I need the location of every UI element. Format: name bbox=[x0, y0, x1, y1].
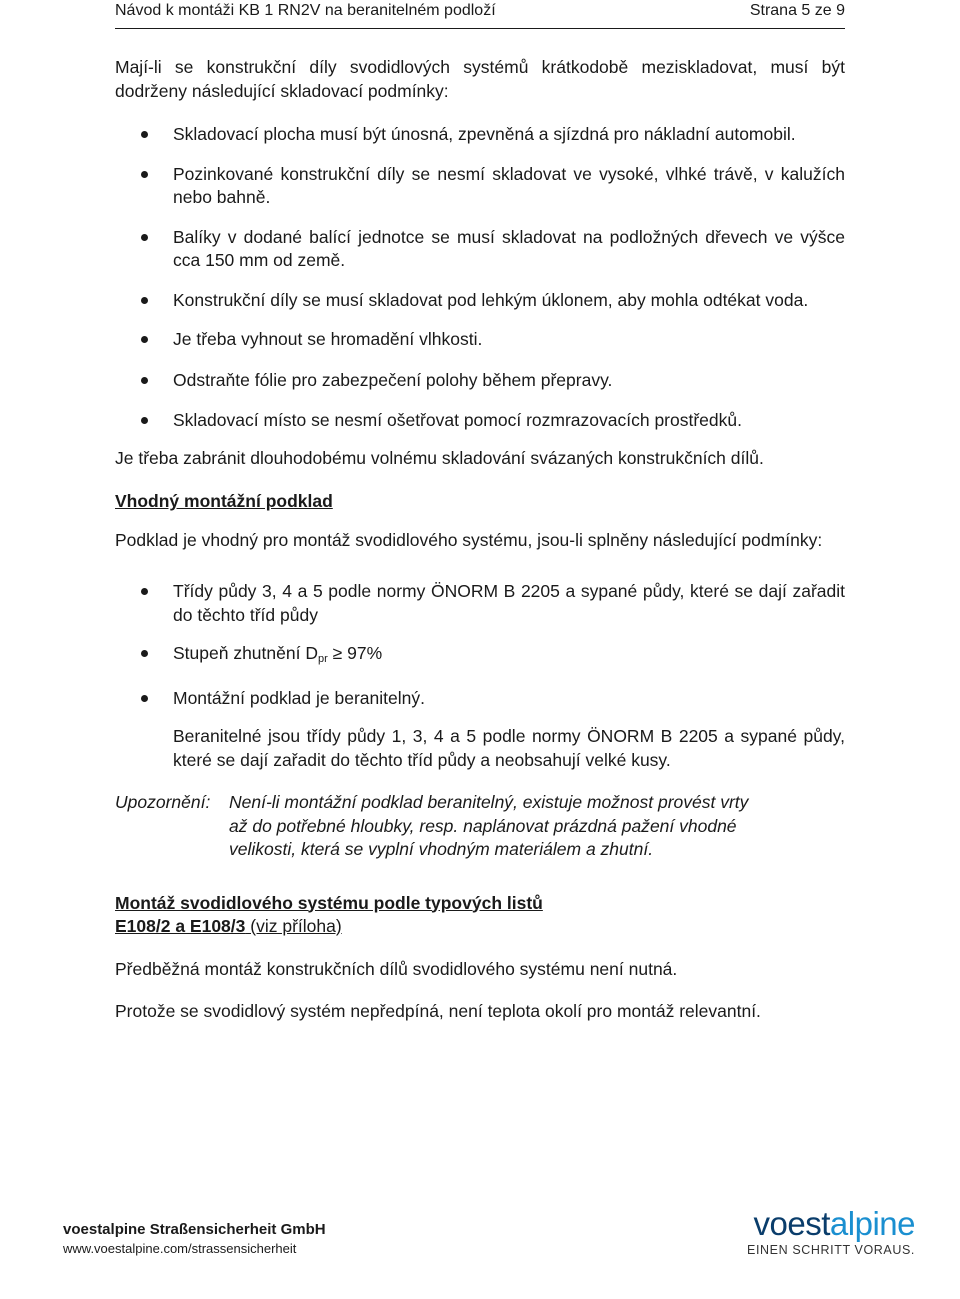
podklad-note: Beranitelné jsou třídy půdy 1, 3, 4 a 5 podle normy ÖNORM B 2205 a sypané půdy, které se dají zařadit do těchto tříd půdy a neobsahují velké kusy. bbox=[173, 726, 845, 770]
storage-closing: Je třeba zabránit dlouhodobému volnému skladování svázaných konstrukčních dílů. bbox=[115, 447, 764, 468]
warning-label: Upozornění: bbox=[115, 792, 211, 812]
page-number: Strana 5 ze 9 bbox=[749, 2, 845, 19]
logo-part-voest: voest bbox=[753, 1205, 830, 1242]
page-header bbox=[115, 0, 845, 29]
compaction-value: 97% bbox=[347, 643, 383, 663]
list-item bbox=[115, 642, 845, 672]
list-item: Montážní podklad je beranitelný. bbox=[115, 687, 845, 711]
storage-intro: Mají-li se konstrukční díly svodidlových systémů krátkodobě meziskladovat, musí být dodrženy následující skladovací podmínky: bbox=[115, 57, 845, 101]
compaction-symbol: ≥ bbox=[332, 643, 343, 663]
list-item: Třídy půdy 3, 4 a 5 podle normy ÖNORM B 2205 a sypané půdy, které se dají zařadit do těchto tříd půdy bbox=[115, 580, 845, 627]
company-website: www.voestalpine.com/strassensicherheit bbox=[63, 1241, 297, 1256]
voestalpine-logo bbox=[655, 1205, 915, 1257]
list-item: Skladovací plocha musí být únosná, zpevněná a sjízdná pro nákladní automobil. bbox=[115, 123, 845, 147]
podklad-text: Podklad je vhodný pro montáž svodidlového systému, jsou-li splněny následující podmínky: bbox=[115, 529, 823, 550]
list-item: Je třeba vyhnout se hromadění vlhkosti. bbox=[115, 328, 845, 352]
section-heading-montaz: Montáž svodidlového systému podle typových listů bbox=[115, 892, 543, 913]
montaz-paragraph-1: Předběžná montáž konstrukčních dílů svodidlového systému není nutná. bbox=[115, 958, 678, 979]
list-item: Konstrukční díly se musí skladovat pod lehkým úklonem, aby mohla odtékat voda. bbox=[115, 289, 845, 313]
list-item: Balíky v dodané balící jednotce se musí skladovat na podložných dřevech ve výšce cca 150 mm od země. bbox=[115, 226, 845, 273]
storage-conditions-list bbox=[115, 123, 845, 433]
section-heading-podklad: Vhodný montážní podklad bbox=[115, 491, 333, 511]
type-sheet-ids: E108/2 a E108/3 bbox=[115, 916, 246, 936]
list-item: Pozinkované konstrukční díly se nesmí skladovat ve vysoké, vlhké trávě, v kalužích nebo bahně. bbox=[115, 163, 845, 210]
compaction-label: Stupeň zhutnění D bbox=[173, 643, 318, 663]
warning-note bbox=[115, 791, 845, 862]
podklad-conditions-list bbox=[115, 580, 845, 710]
warning-text: Není-li montážní podklad beranitelný, existuje možnost provést vrty až do potřebné hloubky, resp. naplánovat prázdná pažení vhodné velikosti, která se vyplní vhodným materiálem a zhutní. bbox=[229, 792, 749, 859]
list-item: Skladovací místo se nesmí ošetřovat pomocí rozmrazovacích prostředků. bbox=[115, 409, 845, 433]
compaction-subscript: pr bbox=[317, 653, 328, 665]
list-item: Odstraňte fólie pro zabezpečení polohy během přepravy. bbox=[115, 369, 845, 393]
document-title: Návod k montáži KB 1 RN2V na beranitelném podloží bbox=[115, 2, 496, 19]
appendix-reference: (viz příloha) bbox=[245, 916, 342, 936]
logo-slogan: EINEN SCHRITT VORAUS. bbox=[747, 1243, 915, 1257]
montaz-paragraph-2: Protože se svodidlový systém nepředpíná, není teplota okolí pro montáž relevantní. bbox=[115, 1001, 761, 1021]
company-name: voestalpine Straßensicherheit GmbH bbox=[63, 1221, 326, 1238]
logo-part-alpine: alpine bbox=[829, 1205, 915, 1242]
logo-wordmark bbox=[655, 1205, 915, 1243]
type-sheet-reference bbox=[115, 915, 845, 939]
document-body bbox=[115, 56, 845, 1024]
